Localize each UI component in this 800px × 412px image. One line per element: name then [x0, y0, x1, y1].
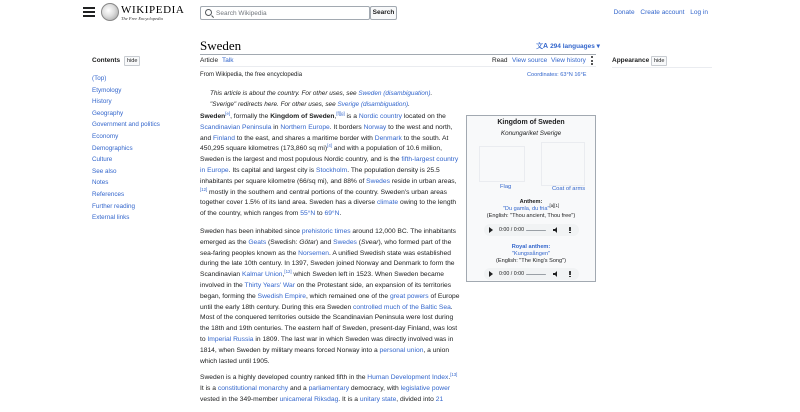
footnote-ref[interactable]: [13]	[450, 371, 458, 377]
article-link[interactable]: Geats	[248, 238, 267, 246]
footnote-ref[interactable]: [f][g]	[336, 110, 345, 116]
language-count: 294 languages	[550, 43, 595, 50]
tab-talk[interactable]: Talk	[222, 57, 234, 64]
bold-text: Sweden	[200, 113, 226, 120]
body-text: to the south. At 450,295 square kilometres (173,860 sq mi)	[200, 134, 449, 153]
body-text: around 12,000 BC. The inhabitants emerged as the	[200, 228, 457, 246]
article-paragraph-2	[200, 227, 460, 367]
flag-caption-link[interactable]: Flag	[500, 184, 512, 190]
article-link[interactable]: climate	[376, 199, 399, 207]
anthem-english: (English: "Thou ancient, Thou free")	[486, 213, 576, 219]
article-link[interactable]: constitutional monarchy	[217, 384, 289, 392]
article-link[interactable]: Swedes	[366, 177, 390, 185]
article-link[interactable]: 55°N	[300, 210, 316, 218]
body-text: ,	[334, 113, 337, 120]
body-text: located on the	[401, 113, 446, 120]
body-text: vested in the 349-member	[200, 395, 280, 403]
toc-item-see-also[interactable]: See also	[92, 167, 117, 175]
body-text: in 1809. The last war in which Sweden was directly involved was in 1814, when Sweden by military means forced Norway into a	[200, 335, 454, 354]
toc-item-demographics[interactable]: Demographics	[92, 144, 133, 152]
article-link[interactable]: fifth-largest country in Europe	[200, 156, 459, 174]
audio-time: 0:00 / 0:00	[499, 270, 525, 277]
donate-link[interactable]: Donate	[613, 9, 635, 16]
body-text: . Its capital and largest city is	[228, 166, 316, 174]
article-link[interactable]: unicameral Riksdag	[279, 395, 339, 403]
article-link[interactable]: prehistoric times	[301, 228, 351, 235]
page-title: Sweden	[200, 38, 242, 53]
wikipedia-tagline: The Free Encyclopedia	[121, 16, 163, 21]
body-text: to	[315, 210, 325, 218]
personal-tools	[610, 9, 708, 16]
sverige-disambiguation-link[interactable]: Sverige (disambiguation)	[337, 100, 409, 108]
bold-text: Kingdom of Sweden	[270, 113, 335, 120]
appearance-heading: Appearance	[612, 57, 650, 64]
body-text: . The population density is 25.5 inhabitants per square kilometre (66/sq mi), and 88% of	[200, 166, 440, 185]
site-header	[0, 0, 800, 28]
article-link[interactable]: Thirty Years' War	[244, 281, 295, 289]
article-link[interactable]: Denmark	[374, 134, 402, 142]
body-text: ,	[282, 271, 285, 279]
tab-view-source[interactable]: View source	[512, 57, 548, 64]
toc-list	[92, 73, 182, 224]
footnote-ref[interactable]: [12]	[200, 186, 208, 192]
infobox-native-name: Konungariket Sverige	[500, 130, 562, 137]
toc-item-history[interactable]: History	[92, 98, 112, 106]
play-icon[interactable]	[489, 271, 493, 277]
body-text: is a	[344, 113, 359, 120]
body-text: , divided into	[396, 395, 436, 403]
body-text: , which remained one of the	[305, 292, 390, 300]
search-box	[200, 6, 370, 20]
appearance-panel	[612, 57, 712, 67]
search-icon	[205, 9, 212, 16]
appearance-divider	[612, 67, 712, 68]
body-text: reside in urban areas,	[389, 177, 457, 185]
article-link[interactable]: Norsemen	[298, 249, 330, 257]
body-text: democracy, with	[349, 384, 401, 392]
create-account-link[interactable]: Create account	[640, 9, 685, 16]
toc-item-references[interactable]: References	[92, 190, 125, 198]
volume-icon[interactable]	[553, 227, 559, 233]
main-menu-icon[interactable]	[83, 7, 95, 17]
toc-item-economy[interactable]: Economy	[92, 132, 119, 140]
article-link[interactable]: Human Development Index	[367, 374, 449, 381]
body-text: It is a	[200, 384, 218, 392]
footnote-ref[interactable]: [4]	[327, 143, 332, 149]
body-text: , formally the	[230, 113, 271, 120]
title-divider	[200, 54, 596, 55]
article-link[interactable]: great powers	[389, 292, 429, 300]
toc-item-notes[interactable]: Notes	[92, 179, 109, 187]
audio-menu-icon[interactable]	[569, 227, 571, 234]
body-text: . A unified Swedish state was established during the late 10th century. In 1397, Sweden joined Norway and Denmark to form the Scandinavian	[200, 249, 455, 279]
site-subtitle: From Wikipedia, the free encyclopedia	[200, 72, 303, 78]
article-link[interactable]: 69°N	[324, 210, 340, 218]
body-text: and with a population of 10.6 million, Sweden is the largest and most populous Nordic country, and is the	[200, 145, 442, 164]
search-button[interactable]: Search	[370, 6, 397, 20]
search-input[interactable]	[216, 8, 366, 18]
article-paragraph-3	[200, 373, 460, 405]
article-link[interactable]: 21	[435, 395, 444, 403]
royal-anthem-link[interactable]: Royal anthem:	[511, 244, 551, 250]
audio-time: 0:00 / 0:00	[499, 226, 525, 233]
body-text: in	[271, 123, 281, 131]
body-text: Sweden is a highly developed country ranked fifth in the	[200, 374, 368, 381]
body-text: (	[356, 238, 361, 246]
article-link[interactable]: Scandinavian Peninsula	[200, 123, 272, 131]
body-text: . Most of the conquered territories outside the Scandinavian Peninsula were lost during the 18th and 19th centuries. The eastern half of Sweden, present-day Finland, was lost to	[200, 303, 458, 343]
article-link[interactable]: Finland	[213, 134, 235, 142]
body-text: (Swedish:	[266, 238, 300, 246]
royal-anthem-english: (English: "The King's Song")	[495, 258, 567, 264]
italic-text: Götar	[299, 238, 316, 246]
article-link[interactable]: legislative power	[400, 384, 451, 392]
appearance-hide-button[interactable]: hide	[651, 56, 667, 66]
anthem-link[interactable]: "Du gamla, du fria"	[502, 206, 550, 212]
article-link[interactable]: Northern Europe	[280, 123, 330, 131]
body-text: which Sweden left in 1523. When Sweden became involved in the	[200, 271, 444, 289]
flag-image[interactable]	[479, 146, 525, 182]
body-text: and a	[288, 384, 309, 392]
toc-item-culture[interactable]: Culture	[92, 156, 113, 164]
footnote-ref[interactable]: [12]	[284, 268, 292, 274]
toc-item-etymology[interactable]: Etymology	[92, 86, 122, 94]
tab-read[interactable]: Read	[492, 57, 508, 67]
body-text: owing to the length of the country, which ranges from	[200, 199, 457, 218]
body-text: .	[339, 210, 342, 218]
body-text: , a union which lasted until 1905.	[200, 346, 450, 365]
audio-seek-bar[interactable]	[526, 274, 546, 276]
toc-item-further-reading[interactable]: Further reading	[92, 202, 136, 210]
body-text: . It borders	[329, 123, 364, 131]
anthem-audio-player	[484, 224, 579, 236]
body-text: .	[448, 374, 451, 381]
body-text: . It is a	[338, 395, 360, 403]
article-link[interactable]: Swedish Empire	[257, 292, 306, 300]
tools-menu-icon[interactable]	[591, 56, 593, 67]
article-paragraph-1	[200, 112, 460, 220]
body-text: on the Protestant side, an expansion of its territories began, forming the	[200, 281, 452, 300]
article-link[interactable]: unitary state	[359, 395, 397, 403]
coordinates-link[interactable]: Coordinates: 63°N 16°E	[527, 72, 587, 78]
language-button[interactable]: 文A 294 languages ▾	[536, 43, 600, 50]
article-link[interactable]: Nordic country	[358, 113, 402, 120]
article-link[interactable]: Norway	[363, 123, 387, 131]
article-link[interactable]: Swedes	[333, 238, 357, 246]
toc-heading: Contents	[92, 57, 121, 64]
play-icon[interactable]	[489, 227, 493, 233]
body-text: to the west and north, and	[200, 123, 453, 142]
infobox	[466, 115, 596, 282]
body-text: ), who formed part of the sea-faring peoples known as the	[200, 238, 452, 257]
toc-hide-button[interactable]: hide	[124, 56, 140, 66]
log-in-link[interactable]: Log in	[690, 9, 708, 16]
body-text: Sweden has been inhabited since	[200, 228, 302, 235]
hatnote	[210, 89, 470, 110]
article-link[interactable]: Stockholm	[316, 166, 348, 174]
body-text: ) and	[316, 238, 334, 246]
article-link[interactable]: personal union	[379, 346, 424, 354]
footnote-ref[interactable]: [e]	[225, 110, 231, 116]
toc-item-geography[interactable]: Geography	[92, 109, 124, 117]
audio-menu-icon[interactable]	[569, 271, 571, 278]
tabs-divider	[200, 66, 596, 67]
article-link[interactable]: controlled much of the Baltic Sea	[353, 303, 451, 311]
anthem-label: Anthem:	[519, 199, 543, 205]
wikipedia-globe-logo[interactable]	[101, 3, 119, 21]
royal-anthem-audio-player	[484, 268, 579, 280]
anthem-ref[interactable]: [a][1]	[549, 203, 560, 209]
article-link[interactable]: Kalmar Union	[242, 271, 283, 279]
hatnote-line-2: "Sverige" redirects here. For other uses, see Sverige (disambiguation).	[210, 100, 410, 108]
coat-of-arms-caption-link[interactable]: Coat of arms	[552, 186, 586, 192]
table-of-contents	[92, 57, 182, 224]
wikipedia-wordmark[interactable]: WIKIPEDIA	[121, 4, 185, 16]
tab-view-history[interactable]: View history	[551, 57, 586, 64]
tab-article[interactable]: Article	[200, 57, 218, 67]
translate-icon: 文A	[536, 43, 549, 50]
italic-text: Svear	[361, 238, 379, 246]
audio-seek-bar[interactable]	[526, 230, 546, 232]
infobox-title: Kingdom of Sweden	[497, 119, 565, 126]
toc-item-external-links[interactable]: External links	[92, 214, 130, 222]
body-text: to the east, and shares a maritime border with	[234, 134, 375, 142]
volume-icon[interactable]	[553, 271, 559, 277]
article-link[interactable]: Imperial Russia	[207, 335, 254, 343]
article-link[interactable]: parliamentary	[308, 384, 350, 392]
hatnote-line-1: This article is about the country. For other uses, see Sweden (disambiguation).	[210, 90, 433, 97]
sweden-disambiguation-link[interactable]: Sweden (disambiguation)	[358, 90, 431, 97]
coat-of-arms-image[interactable]	[541, 142, 585, 186]
toc-item-government[interactable]: Government and politics	[92, 121, 160, 129]
body-text: mostly in the southern and central portions of the country. Sweden's urban areas together cover 1.5% of its land area. Sweden has a diverse	[200, 188, 447, 207]
body-text: of Europe until the early 18th century. During this era Sweden	[200, 292, 460, 311]
toc-item-top[interactable]: (Top)	[92, 75, 107, 82]
royal-anthem-name-link[interactable]: "Kungssången"	[511, 251, 551, 257]
